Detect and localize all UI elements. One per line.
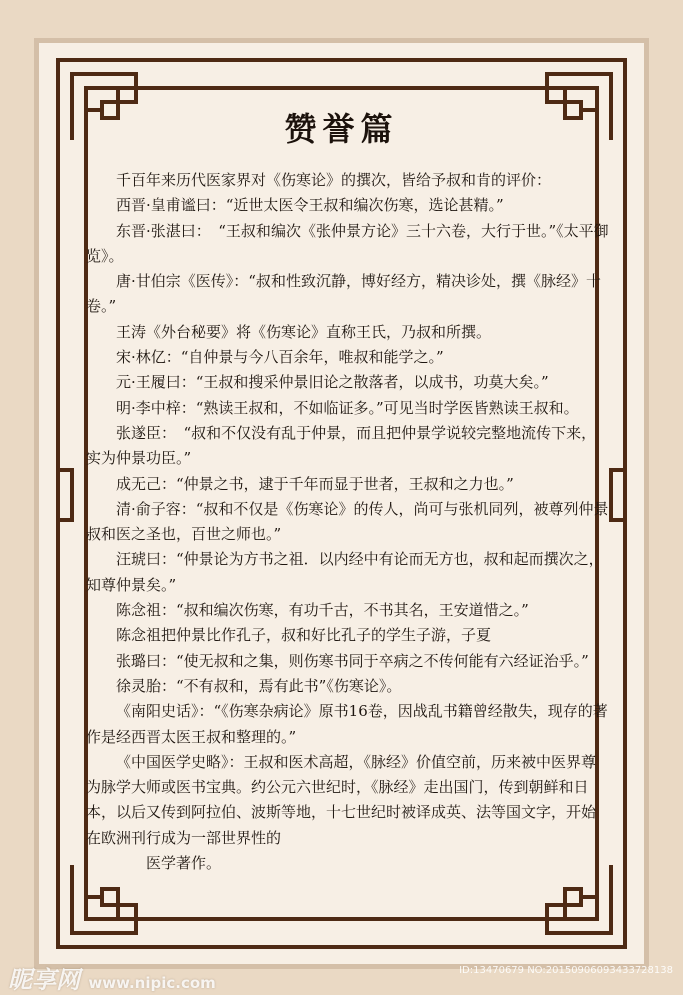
quote-wang-lv: 元·王履曰：“王叔和搜采仲景旧论之散落者，以成书，功莫大矣。” bbox=[116, 373, 549, 392]
quote-chen-nianzu-comparison: 陈念祖把仲景比作孔子，叔和好比孔子的学生子游，子夏 bbox=[116, 626, 492, 645]
quote-wang-tao: 王涛《外台秘要》将《伤寒论》直称王氏，乃叔和所撰。 bbox=[116, 322, 492, 341]
quote-zhongguo-yixue-shilue: 《中国医学史略》：王叔和医术高超，《脉经》价值空前，历来被中医界尊为脉学大师或医书宝典。约公元六世纪时，《脉经》走出国门，传到朝鲜和日本，以后又传到阿拉伯、波斯等地，十七世纪时被译成英、法等国文字，开始在欧洲刊行成为一部世界性的 bbox=[86, 752, 597, 847]
watermark-url: www.nipic.com bbox=[88, 974, 216, 992]
quote-yu-zirong: 清·俞子容：“叔和不仅是《伤寒论》的传人，尚可与张机同列，被尊列仲景叔和医之圣也，百世之师也。” bbox=[86, 499, 609, 544]
quote-cheng-wuji: 成无己：“仲景之书，逮于千年而显于世者，王叔和之力也。” bbox=[116, 474, 514, 493]
closing-line: 医学著作。 bbox=[146, 854, 222, 873]
paragraph-intro: 千百年来历代医家界对《伤寒论》的撰次，皆给予叔和肯的评价： bbox=[116, 171, 552, 189]
quote-gan-bozong: 唐·甘伯宗《医传》：“叔和性致沉静，博好经方，精决诊处，撰《脉经》十卷。” bbox=[86, 272, 601, 316]
article-body bbox=[86, 168, 610, 876]
quote-wang-hu: 汪琥曰：“仲景论为方书之祖．以内经中有论而无方也，叔和起而撰次之，知尊仲景矣。” bbox=[86, 550, 604, 594]
quote-xu-lingtai: 徐灵胎：“不有叔和，焉有此书”《伤寒论》。 bbox=[116, 676, 402, 695]
watermark-id: ID:13470679 NO:20150906093433728138 bbox=[459, 965, 673, 976]
quote-nanyang-shihua: 《南阳史话》：“《伤寒杂病论》原书16卷，因战乱书籍曾经散失，现存的著作是经西晋太医王叔和整理的。” bbox=[86, 702, 608, 746]
watermark-brand-text: 昵享网 bbox=[8, 966, 80, 994]
quote-zhang-lu: 张璐曰：“使无叔和之集，则伤寒书同于卒病之不传何能有六经证治乎。” bbox=[116, 651, 589, 670]
page-title: 赞誉篇 bbox=[284, 110, 399, 148]
quote-chen-nianzu: 陈念祖：“叔和编次伤寒，有功千古，不书其名，王安道惜之。” bbox=[116, 601, 529, 620]
watermark-brand bbox=[8, 960, 216, 995]
quote-lin-yi: 宋·林亿：“自仲景与今八百余年，唯叔和能学之。” bbox=[116, 348, 444, 367]
quote-huangfu-mi: 西晋·皇甫谧曰：“近世太医令王叔和编次伤寒，选论甚精。” bbox=[116, 196, 504, 215]
quote-zhang-suichen: 张遂臣： “叔和不仅没有乱于仲景，而且把仲景学说较完整地流传下来，实为仲景功臣。” bbox=[86, 423, 597, 468]
quote-li-zhongzi: 明·李中梓：“熟读王叔和，不如临证多。”可见当时学医皆熟读王叔和。 bbox=[116, 398, 579, 417]
quote-zhang-zhan: 东晋·张湛曰： “王叔和编次《张仲景方论》三十六卷，大行于世。”《太平御览》。 bbox=[86, 221, 609, 265]
